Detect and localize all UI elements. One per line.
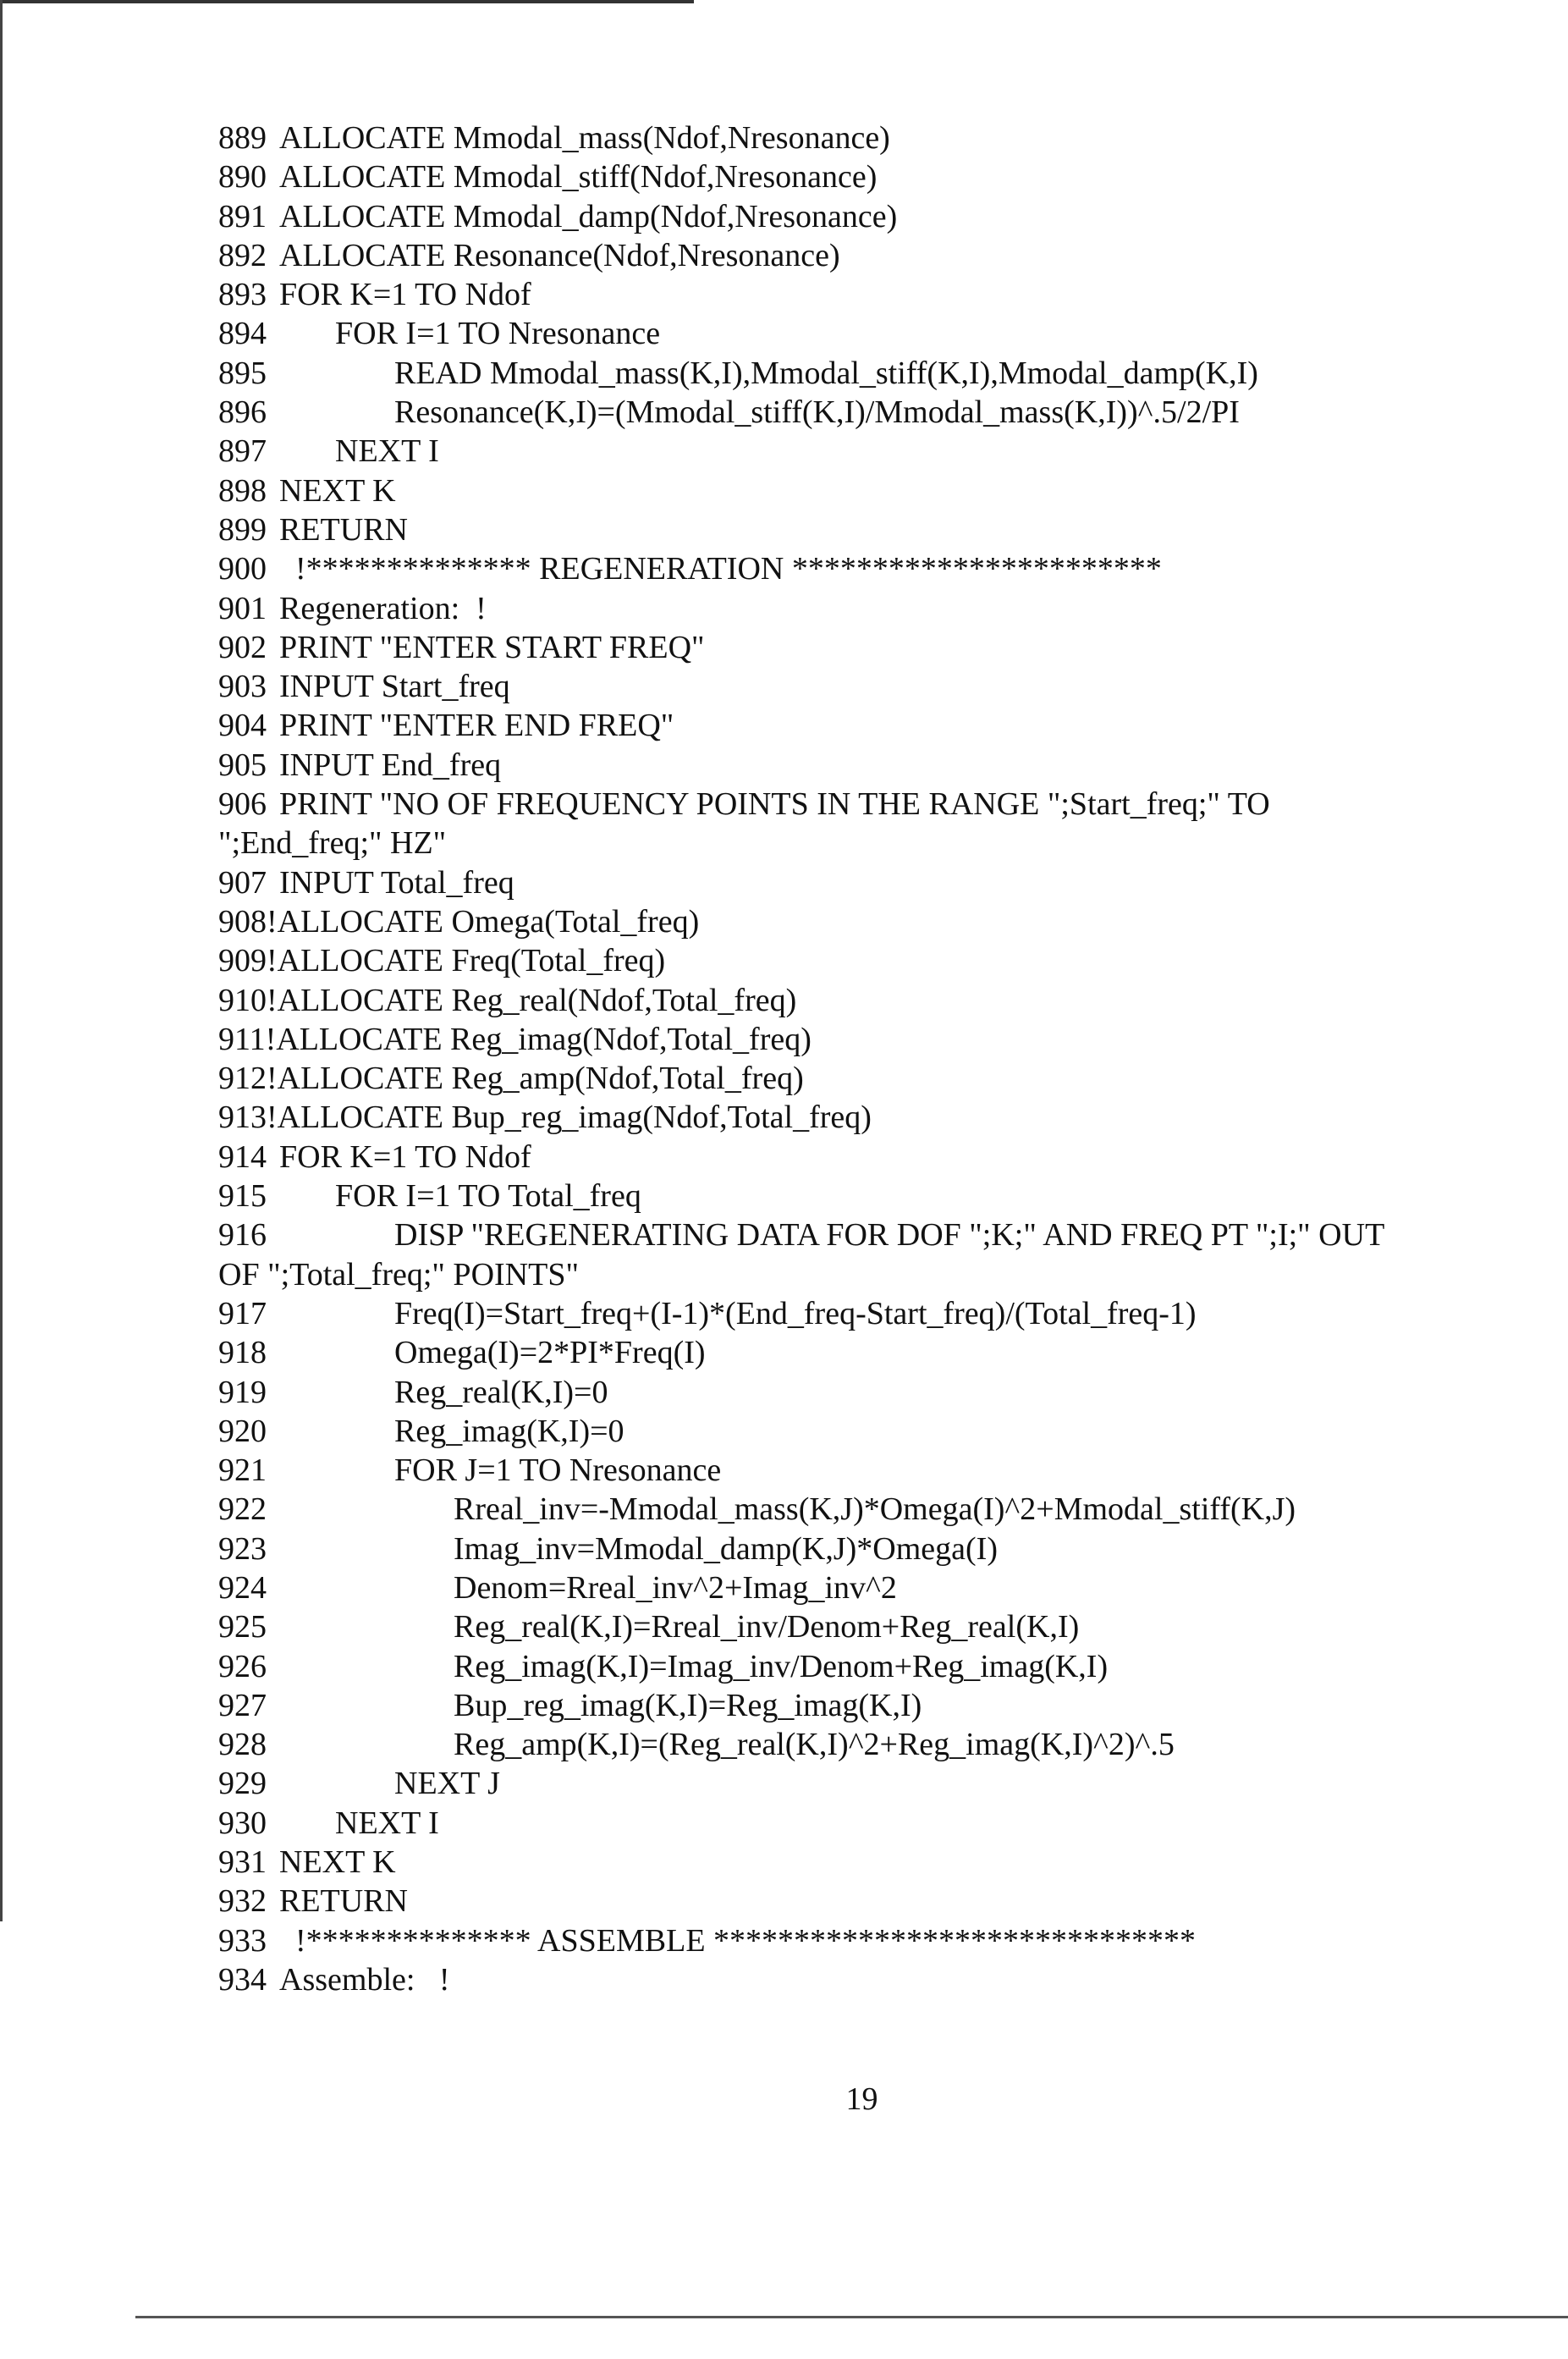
line-text: Freq(I)=Start_freq+(I-1)*(End_freq-Start_freq)/(Total_freq-1) bbox=[394, 1295, 1197, 1331]
code-line bbox=[218, 667, 1538, 706]
code-line bbox=[218, 1568, 1538, 1607]
code-line bbox=[218, 1529, 1538, 1568]
code-line bbox=[218, 824, 1538, 863]
code-line bbox=[218, 1138, 1538, 1177]
code-line bbox=[218, 589, 1538, 628]
code-line bbox=[218, 1333, 1538, 1372]
line-number: 932 bbox=[218, 1883, 267, 1920]
code-line bbox=[218, 236, 1538, 275]
code-line bbox=[218, 1294, 1538, 1333]
code-line bbox=[218, 1490, 1538, 1529]
line-text: ALLOCATE Resonance(Ndof,Nresonance) bbox=[279, 237, 840, 273]
code-line bbox=[218, 1960, 1538, 1999]
line-text: OF ";Total_freq;" POINTS" bbox=[218, 1256, 579, 1292]
code-line bbox=[218, 785, 1538, 824]
line-number: 909! bbox=[218, 943, 278, 979]
line-number: 929 bbox=[218, 1766, 267, 1802]
line-text: FOR J=1 TO Nresonance bbox=[394, 1452, 722, 1489]
bottom-scan-rule bbox=[135, 2316, 1568, 2318]
code-line bbox=[218, 746, 1538, 785]
code-line bbox=[218, 863, 1538, 902]
line-number: 917 bbox=[218, 1295, 267, 1331]
line-text: ALLOCATE Reg_amp(Ndof,Total_freq) bbox=[277, 1061, 804, 1097]
code-line bbox=[218, 902, 1538, 941]
line-number: 889 bbox=[218, 120, 267, 156]
code-line bbox=[218, 1804, 1538, 1843]
code-line bbox=[218, 1215, 1538, 1254]
code-line bbox=[218, 628, 1538, 667]
line-text: INPUT Total_freq bbox=[279, 864, 514, 901]
code-line bbox=[218, 1647, 1538, 1686]
line-number: 914 bbox=[218, 1138, 267, 1175]
line-text: Regeneration: ! bbox=[279, 590, 487, 626]
line-text: ALLOCATE Reg_real(Ndof,Total_freq) bbox=[277, 982, 797, 1018]
code-line bbox=[218, 275, 1538, 314]
code-line bbox=[218, 1451, 1538, 1490]
line-text: RETURN bbox=[279, 511, 408, 548]
line-number: 905 bbox=[218, 747, 267, 783]
line-number: 930 bbox=[218, 1805, 267, 1841]
line-number: 899 bbox=[218, 511, 267, 548]
line-number: 890 bbox=[218, 159, 267, 196]
code-line bbox=[218, 1921, 1538, 1960]
code-line bbox=[218, 1177, 1538, 1215]
line-number: 912! bbox=[218, 1061, 278, 1097]
code-line bbox=[218, 981, 1538, 1020]
page-number: 19 bbox=[845, 2081, 878, 2117]
code-line bbox=[218, 1412, 1538, 1451]
code-line bbox=[218, 119, 1538, 157]
line-number: 934 bbox=[218, 1961, 267, 1998]
line-text: PRINT "NO OF FREQUENCY POINTS IN THE RANGE ";Start_freq;" TO bbox=[279, 786, 1270, 823]
code-line bbox=[218, 1764, 1538, 1803]
line-text: RETURN bbox=[279, 1883, 408, 1920]
line-text: PRINT "ENTER END FREQ" bbox=[279, 708, 674, 744]
line-number: 911! bbox=[218, 1021, 277, 1057]
line-text: Reg_real(K,I)=0 bbox=[394, 1374, 608, 1410]
line-number: 920 bbox=[218, 1413, 267, 1449]
code-line bbox=[218, 354, 1538, 393]
line-number: 906 bbox=[218, 786, 267, 823]
left-scan-edge bbox=[0, 0, 3, 1921]
code-line bbox=[218, 510, 1538, 549]
line-number: 893 bbox=[218, 277, 267, 313]
code-listing bbox=[218, 119, 1538, 1999]
line-number: 919 bbox=[218, 1374, 267, 1410]
line-text: Assemble: ! bbox=[279, 1961, 450, 1998]
code-line bbox=[218, 549, 1538, 588]
line-text: !************** REGENERATION *********************** bbox=[279, 551, 1162, 587]
line-number: 895 bbox=[218, 355, 267, 391]
line-text: Omega(I)=2*PI*Freq(I) bbox=[394, 1335, 706, 1371]
line-text: ";End_freq;" HZ" bbox=[218, 825, 447, 862]
line-text: ALLOCATE Mmodal_mass(Ndof,Nresonance) bbox=[279, 120, 890, 156]
code-line bbox=[218, 393, 1538, 432]
line-text: Rreal_inv=-Mmodal_mass(K,J)*Omega(I)^2+Mmodal_stiff(K,J) bbox=[454, 1491, 1296, 1528]
line-text: READ Mmodal_mass(K,I),Mmodal_stiff(K,I),Mmodal_damp(K,I) bbox=[394, 355, 1258, 391]
line-number: 898 bbox=[218, 472, 267, 509]
code-line bbox=[218, 941, 1538, 980]
line-text: FOR I=1 TO Nresonance bbox=[335, 316, 661, 352]
top-scan-rule bbox=[0, 0, 694, 3]
line-number: 903 bbox=[218, 669, 267, 705]
line-text: NEXT I bbox=[335, 1805, 439, 1841]
code-line bbox=[218, 1725, 1538, 1764]
line-number: 897 bbox=[218, 433, 267, 470]
code-line bbox=[218, 432, 1538, 471]
code-line bbox=[218, 1255, 1538, 1294]
line-number: 924 bbox=[218, 1569, 267, 1606]
line-number: 928 bbox=[218, 1727, 267, 1763]
code-line bbox=[218, 1020, 1538, 1059]
line-text: Reg_amp(K,I)=(Reg_real(K,I)^2+Reg_imag(K,I)^2)^.5 bbox=[454, 1727, 1175, 1763]
line-number: 922 bbox=[218, 1491, 267, 1528]
code-line bbox=[218, 1607, 1538, 1646]
line-text: ALLOCATE Reg_imag(Ndof,Total_freq) bbox=[276, 1021, 812, 1057]
line-number: 923 bbox=[218, 1530, 267, 1567]
line-number: 916 bbox=[218, 1217, 267, 1254]
line-number: 904 bbox=[218, 708, 267, 744]
line-number: 894 bbox=[218, 316, 267, 352]
line-text: Reg_real(K,I)=Rreal_inv/Denom+Reg_real(K,I) bbox=[454, 1609, 1080, 1645]
code-line bbox=[218, 197, 1538, 236]
line-text: Denom=Rreal_inv^2+Imag_inv^2 bbox=[454, 1569, 897, 1606]
code-line bbox=[218, 1059, 1538, 1098]
line-text: NEXT K bbox=[279, 472, 396, 509]
line-text: INPUT End_freq bbox=[279, 747, 502, 783]
line-number: 925 bbox=[218, 1609, 267, 1645]
line-number: 900 bbox=[218, 551, 267, 587]
line-text: NEXT J bbox=[394, 1766, 500, 1802]
line-number: 896 bbox=[218, 394, 267, 431]
code-line bbox=[218, 314, 1538, 353]
line-number: 926 bbox=[218, 1648, 267, 1684]
line-number: 927 bbox=[218, 1687, 267, 1723]
code-line bbox=[218, 1686, 1538, 1725]
line-text: FOR I=1 TO Total_freq bbox=[335, 1178, 641, 1215]
line-text: Reg_imag(K,I)=0 bbox=[394, 1413, 624, 1449]
line-number: 891 bbox=[218, 198, 267, 234]
line-text: DISP "REGENERATING DATA FOR DOF ";K;" AND FREQ PT ";I;" OUT bbox=[394, 1217, 1385, 1254]
line-number: 907 bbox=[218, 864, 267, 901]
code-line bbox=[218, 471, 1538, 510]
line-number: 921 bbox=[218, 1452, 267, 1489]
line-text: Reg_imag(K,I)=Imag_inv/Denom+Reg_imag(K,I) bbox=[454, 1648, 1109, 1684]
line-number: 892 bbox=[218, 237, 267, 273]
line-text: Bup_reg_imag(K,I)=Reg_imag(K,I) bbox=[454, 1687, 922, 1723]
code-line bbox=[218, 1098, 1538, 1137]
code-line bbox=[218, 706, 1538, 745]
line-text: NEXT K bbox=[279, 1844, 396, 1881]
line-number: 908! bbox=[218, 903, 278, 940]
line-number: 913! bbox=[218, 1100, 278, 1136]
line-text: ALLOCATE Mmodal_stiff(Ndof,Nresonance) bbox=[279, 159, 878, 196]
line-text: !************** ASSEMBLE ****************************** bbox=[279, 1922, 1197, 1959]
line-text: ALLOCATE Freq(Total_freq) bbox=[277, 943, 666, 979]
line-text: FOR K=1 TO Ndof bbox=[279, 277, 531, 313]
line-number: 910! bbox=[218, 982, 278, 1018]
line-number: 933 bbox=[218, 1922, 267, 1959]
line-text: Resonance(K,I)=(Mmodal_stiff(K,I)/Mmodal_mass(K,I))^.5/2/PI bbox=[394, 394, 1240, 431]
code-line bbox=[218, 1373, 1538, 1412]
code-line bbox=[218, 157, 1538, 196]
line-text: ALLOCATE Bup_reg_imag(Ndof,Total_freq) bbox=[277, 1100, 872, 1136]
line-text: Imag_inv=Mmodal_damp(K,J)*Omega(I) bbox=[454, 1530, 998, 1567]
line-number: 902 bbox=[218, 629, 267, 665]
line-number: 918 bbox=[218, 1335, 267, 1371]
line-number: 915 bbox=[218, 1178, 267, 1215]
line-text: ALLOCATE Omega(Total_freq) bbox=[277, 903, 700, 940]
code-line bbox=[218, 1882, 1538, 1921]
line-text: FOR K=1 TO Ndof bbox=[279, 1138, 531, 1175]
line-text: ALLOCATE Mmodal_damp(Ndof,Nresonance) bbox=[279, 198, 898, 234]
line-text: INPUT Start_freq bbox=[279, 669, 510, 705]
line-number: 901 bbox=[218, 590, 267, 626]
line-text: NEXT I bbox=[335, 433, 439, 470]
code-line bbox=[218, 1843, 1538, 1882]
line-number: 931 bbox=[218, 1844, 267, 1881]
line-text: PRINT "ENTER START FREQ" bbox=[279, 629, 705, 665]
